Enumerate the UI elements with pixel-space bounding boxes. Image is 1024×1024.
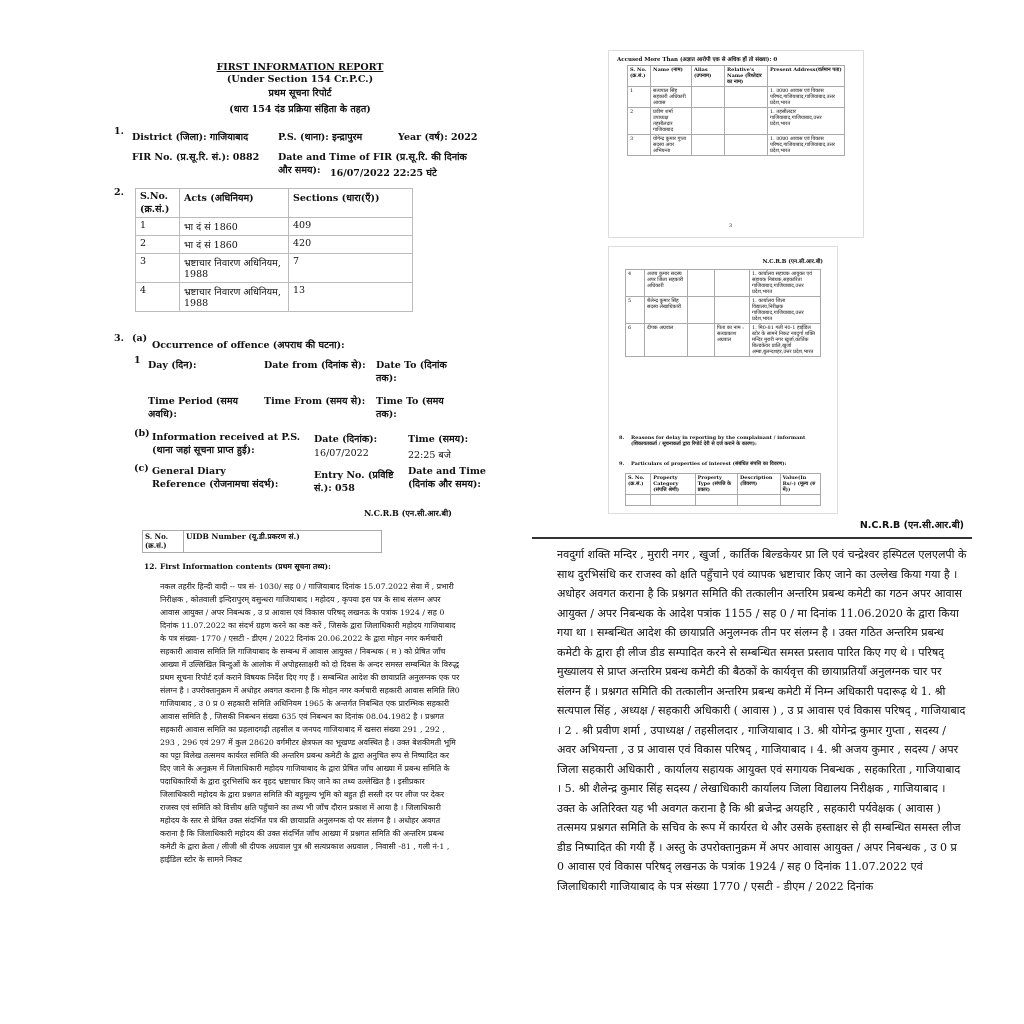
col-description: Description (विवरण): [737, 474, 780, 495]
cell-name: योगेन्द्र कुमार गुप्ता सदस्य अवर अभियन्ता: [651, 135, 692, 156]
info-time-value: 22:25 बजे: [408, 450, 451, 461]
year-field: Year (वर्ष): 2022: [398, 132, 478, 143]
uidb-table: [142, 530, 382, 553]
cell-act: भ्रष्टाचार निवारण अधिनियम, 1988: [180, 283, 289, 312]
table-row: [628, 108, 845, 135]
fir-contents-page: [130, 528, 465, 978]
cell-address: 1. उ0प्र0 आवास एवं विकास परिषद,गाजियाबाद,गाजियाबाद,उत्तर प्रदेश,भारत: [768, 87, 845, 108]
uidb-sno: S. No. (क्र.सं.): [143, 531, 184, 553]
table-row: [136, 254, 413, 283]
cell-empty: [626, 495, 651, 506]
gd-reference-label: General Diary Reference (रोजनामचा संदर्भ):: [152, 466, 279, 490]
cell-act: भा दं सं 1860: [180, 236, 289, 254]
cell-alias: [692, 87, 725, 108]
table-row: [136, 218, 413, 236]
info-date-value: 16/07/2022: [314, 448, 369, 459]
col-address: Present Address(वर्तमान पता): [768, 66, 845, 87]
item-number: 12.: [144, 562, 158, 571]
cell-name: शैलेन्द्र कुमार सिंह सदस्य लेखाधिकारी: [645, 297, 688, 324]
cell-relative: [725, 135, 768, 156]
cell-sno: 2: [628, 108, 651, 135]
fir-subtitle-hindi: (धारा 154 दंड प्रक्रिया संहिता के तहत): [229, 104, 371, 115]
cell-address: 1. मि0-81 गली नं0-1 हाईडिल स्टोर के सामने निकट नवदुर्गा शक्ति मन्दिर मुरारी नगर खुर्जा,कार्तिक बिल्डकेयर प्रालि,खुर्जा अम्बा,बुलन्दशहर,उत्तर प्रदेश,भारत: [750, 324, 821, 357]
col-type: Property Type (संपत्ति के प्रकार): [695, 474, 737, 495]
cell-name: अजय कुमार सदस्य अपर जिला सहकारी अधिकारी: [645, 270, 688, 297]
col-sno: S. No. (क्र.सं.): [626, 474, 651, 495]
cell-alias: [688, 270, 715, 297]
fir-number-field: FIR No. (प्र.सू.रि. सं.): 0882: [132, 152, 260, 163]
properties-header-row: [626, 474, 821, 495]
item-number: 3.: [114, 333, 124, 344]
fir-datetime-label: Date and Time of FIR (प्र.सू.रि. की दिनांक और समय):: [278, 152, 467, 176]
item-letter: (b): [134, 428, 150, 439]
info-date-label: Date (दिनांक):: [314, 434, 378, 445]
date-to-label: Date To (दिनांक तक):: [376, 360, 447, 384]
acts-table: [135, 188, 413, 312]
cell-address: 1. कार्यालय सहायक आयुक्त एवं सहायक निबंधक,सहकारिता गाजियाबाद,गाजियाबाद,उत्तर प्रदेश,भारत: [750, 270, 821, 297]
cell-sno: 4: [626, 270, 645, 297]
fir-datetime-value: 16/07/2022 22:25 घंटे: [330, 168, 437, 179]
item-number: 9.: [619, 461, 625, 467]
ncrb-footer: N.C.R.B (एन.सी.आर.बी): [364, 508, 452, 518]
cell-alias: [688, 297, 715, 324]
uidb-label: UIDB Number (यू.डी.प्रकरण सं.): [184, 531, 382, 553]
table-row: [626, 495, 821, 506]
cell-sno: 6: [626, 324, 645, 357]
col-name: Name (नाम): [651, 66, 692, 87]
cell-act: भा दं सं 1860: [180, 218, 289, 236]
cell-relative: [725, 87, 768, 108]
accused-table: [627, 65, 845, 156]
district-field: District (जिला): गाजियाबाद: [132, 132, 249, 143]
ncrb-header: N.C.R.B (एन.सी.आर.बी): [762, 259, 823, 265]
cell-section: 7: [289, 254, 413, 283]
fir-title-hindi: प्रथम सूचना रिपोर्ट: [268, 88, 332, 99]
cell-address: 1. तहसीलदार गाजियाबाद,गाजियाबाद,उत्तर प्रदेश,भारत: [768, 108, 845, 135]
item-letter: (c): [134, 463, 149, 474]
cell-act: भ्रष्टाचार निवारण अधिनियम, 1988: [180, 254, 289, 283]
cell-sno: 1: [628, 87, 651, 108]
cell-empty: [695, 495, 737, 506]
cell-relative: [715, 270, 750, 297]
accused-header-row: [628, 66, 845, 87]
cell-section: 409: [289, 218, 413, 236]
col-acts: Acts (अधिनियम): [180, 189, 289, 218]
continuation-text: नवदुर्गा शक्ति मन्दिर , मुरारी नगर , खुर्जा , कार्तिक बिल्डकेयर प्रा लि एवं चन्द्रेश्वर हस्पिटल एलएलपी के साथ दुरभिसंधि कर राजस्व को क्षति पहुँचाने एवं व्यापक भ्रष्टाचार किए जाने का उल्लेख किया गया है । अधोहर अवगत कराना है कि प्रश्नगत समिति की तत्कालीन अन्तरिम प्रबन्ध कमेटी का गठन अपर आवास आयुक्त / अपर निबन्धक के आदेश पत्रांक 1155 / सह 0 / मा दिनांक 11.06.2020 के द्वारा किया गया था । सम्बन्धित आदेश की छायाप्रति अनुलग्नक तीन पर संलग्न है । उक्त गठित अन्तरिम प्रबन्ध कमेटी के द्वारा ही लीज डीड सम्पादित करने से सम्बन्धित समस्त प्रस्ताव पारित किए गए थे । परिषद् मुख्यालय से प्राप्त अन्तरिम प्रबन्ध कमेटी की बैठकों के कार्यवृत्त की छायाप्रतियाँ अनुलग्नक चार पर संलग्न हैं । प्रश्नगत समिति की तत्कालीन अन्तरिम प्रबन्ध कमेटी में निम्न अधिकारी पदारूढ़ थे 1. श्री सत्यपाल सिंह , अध्यक्ष / सहकारी अधिकारी ( आवास ) , उ प्र आवास एवं विकास परिषद् , गाजियाबाद । 2 . श्री प्रवीण शर्मा , उपाध्यक्ष / तहसीलदार , गाजियाबाद । 3. श्री योगेन्द्र कुमार गुप्ता , सदस्य / अवर अभियन्ता , उ प्र आवास एवं विकास परिषद् , गाजियाबाद । 4. श्री अजय कुमार , सदस्य / अपर जिला सहकारी अधिकारी , कार्यालय सहायक आयुक्त एवं सगायक निबन्धक , सहकारिता , गाजियाबाद । 5. श्री शैलेन्द्र कुमार सिंह सदस्य / लेखाधिकारी कार्यालय जिला विद्यालय निरीक्षक , गाजियाबाद । उक्त के अतिरिक्त यह भी अवगत कराना है कि श्री ब्रजेन्द्र अयहरि , सहकारी पर्यवेक्षक ( आवास ) तत्समय प्रश्नगत समिति के सचिव के रूप में कार्यरत थे और उसके हस्ताक्षर से ही सम्बन्धित समस्त लीज डीड निष्पादित की गयी हैं । अस्तु के उपरोक्तानुक्रम में अपर आवास आयुक्त / अपर निबन्धक , उ 0 प्र 0 आवास एवं विकास परिषद् लखनऊ के पत्रांक 1924 / सह 0 दिनांक 11.07.2022 एवं जिलाधिकारी गाजियाबाद के पत्र संख्या 1770 / एसटी - डीएम / 2022 दिनांक: [557, 548, 967, 893]
date-and-time-label: Date and Time (दिनांक और समय):: [408, 466, 486, 490]
table-row: [628, 135, 845, 156]
police-station-field: P.S. (थाना): इन्द्रापुरम: [278, 132, 363, 143]
cell-empty: [651, 495, 695, 506]
fir-page-1: [100, 50, 500, 520]
cell-relative: [715, 297, 750, 324]
cell-name: सत्यपाल सिंह सहकारी अधिकारी आवास: [651, 87, 692, 108]
time-from-label: Time From (समय से):: [264, 396, 366, 407]
cell-empty: [780, 495, 820, 506]
cell-section: 420: [289, 236, 413, 254]
accused-page-continued: [608, 246, 838, 514]
item-number: 2.: [114, 187, 124, 198]
cell-sno: 2: [136, 236, 180, 254]
cell-relative: [725, 108, 768, 135]
cell-name: प्रवीण शर्मा उपाध्यक्ष तहसीलदार गाजियाबाद: [651, 108, 692, 135]
table-row: [136, 236, 413, 254]
col-sections: Sections (धारा(एँ)): [289, 189, 413, 218]
cell-address: 1. उ0प्र0 आवास एवं विकास परिषद,गाजियाबाद,गाजियाबाद,उत्तर प्रदेश,भारत: [768, 135, 845, 156]
acts-header-row: [136, 189, 413, 218]
info-time-label: Time (समय):: [408, 434, 469, 445]
cell-address: 1. कार्यालय जिला विद्यालय,निरीक्षक गाजियाबाद,गाजियाबाद,उत्तर प्रदेश,भारत: [750, 297, 821, 324]
entry-number-field: Entry No. (प्रविष्टि सं.): 058: [314, 470, 394, 494]
fir-title: FIRST INFORMATION REPORT: [216, 62, 384, 73]
fir-subtitle: (Under Section 154 Cr.P.C.): [226, 74, 374, 85]
page-number: 3: [729, 223, 733, 229]
date-from-label: Date from (दिनांक से):: [264, 360, 366, 371]
time-to-label: Time To (समय तक):: [376, 396, 444, 420]
cell-sno: 1: [136, 218, 180, 236]
cell-alias: [692, 135, 725, 156]
occurrence-heading: Occurrence of offence (अपराध की घटना):: [152, 340, 345, 351]
accused-table-continued: [625, 269, 821, 357]
cell-sno: 5: [626, 297, 645, 324]
cell-alias: [692, 108, 725, 135]
cell-sno: 3: [628, 135, 651, 156]
col-category: Property Category (संपत्ति श्रेणी): [651, 474, 695, 495]
col-sno: S.No. (क्र.सं.): [136, 189, 180, 218]
cell-name: दीपक अग्रवाल: [645, 324, 688, 357]
cell-relative: पिता का नाम : सत्यप्रकाश अग्रवाल: [715, 324, 750, 357]
header-divider: [532, 537, 972, 539]
cell-sno: 4: [136, 283, 180, 312]
time-period-label: Time Period (समय अवधि):: [148, 396, 239, 420]
first-information-text: नकल तहरीर हिन्दी वादी -- पत्र सं- 1030/ सह 0 / गाजियाबाद दिनांक 15.07.2022 सेवा में , प्रभारी निरीक्षक , कोतवाली इन्दिरापुरम् वसुन्धरा गाजियाबाद । महोदय , कृपया इस पत्र के साथ संलग्न अपर आवास आयुक्त / अपर निबन्धक , उ प्र आवास एवं विकास परिषद् लखनऊ के पत्रांक 1924 / सह 0 दिनांक 11.07.2022 का संदर्भ ग्रहण करने का कष्ट करें , जिसके द्वारा जिलाधिकारी महोदय गाजियाबाद के पत्र संख्या- 1770 / एसटी - डीएम / 2022 दिनांक 20.06.2022 के द्वारा मोहन नगर कर्मचारी सहकारी आवास समिति लि गाजियाबाद के सम्बन्ध में आवास आयुक्त / निबन्धक ( म ) को प्रेषित जाँच आख्या में उल्लिखित बिन्दुओं के आलोक में अपोहस्ताक्षरी को दो दिवस के अन्दर समस्त सम्बन्धित के विरुद्ध प्रथम सूचना रिपोर्ट दर्ज कराने विषयक निर्देश दिए गए हैं । सम्बन्धित आदेश की छायाप्रति अनुलग्नक एक पर संलग्न है । उपरोक्तानुक्रम में अधोहर अवगत कराना है कि मोहन नगर कर्मचारी सहकारी आवास समिति लि0 गाजियाबाद , उ 0 प्र 0 सहकारी समिति अधिनियम 1965 के अन्तर्गत निबन्धित एक प्रारम्भिक सहकारी आवास समिति है , जिसकी निबन्धन संख्या 635 एवं निबन्धन का दिनांक 08.04.1982 है । प्रश्नगत सहकारी आवास समिति का प्रहलादगढ़ी तहसील व जनपद गाजियाबाद में खसरा संख्या 291 , 292 , 293 , 296 एवं 297 में कुल 28620 वर्गमीटर क्षेत्रफल का भूखण्ड अवस्थित है । उक्त बेशकीमती भूमि का पट्टा विलेख तत्समय कार्यरत समिति की अन्तरिम प्रबन्ध कमेटी के द्वारा अनुचित रूप से निष्पादित कर दिए जाने के अनुक्रम में जिलाधिकारी महोदय गाजियाबाद के द्वारा प्रेषित जाँच आख्या में प्रबन्ध समिति के पदाधिकारियों के द्वारा दुरभिसंधि कर वृहद भ्रष्टाचार किए जाने का तथ्य उल्लेखित है । इसीप्रकार जिलाधिकारी महोदय के द्वारा प्रश्नगत समिति की बहुमूल्य भूमि को बहुत ही सस्ती दर पर लीज पर देकर राजस्व एवं समिति को वित्तीय क्षति पहुँचाने का तथ्य भी जाँच दौरान प्रकाश में आया है । जिलाधिकारी महोदय के स्तर से प्रेषित उक्त संदर्भित पत्र की छायाप्रति अनुलग्नक दो पर संलग्न है । अधोहर अवगत कराना है कि जिलाधिकारी महोदय की उक्त संदर्भित जाँच आख्या में प्रश्नगत समिति की अन्तरिम प्रबन्ध कमेटी के द्वारा क्रेता / लीजी श्री दीपक अग्रवाल पुत्र श्री सत्यप्रकाश अग्रवाल , निवासी -81 , गली नं-1 , हाईडिल स्टोर के सामने निकट: [160, 582, 460, 864]
col-sno: S. No. (क्र.सं.): [628, 66, 651, 87]
table-row: [628, 87, 845, 108]
item-number: 1.: [114, 126, 124, 137]
cell-sno: 3: [136, 254, 180, 283]
delay-reasons-label: Reasons for delay in reporting by the complainant / informant (शिकायतकर्ता / सूचनाकर्ता द्वारा रिपोर्ट देरी से दर्ज कराने के कारण):: [631, 435, 806, 447]
properties-table: [625, 473, 821, 506]
first-information-label: First Information contents (प्रथम सूचना तथ्य):: [160, 562, 331, 571]
info-received-label: Information received at P.S. (थाना जहां सूचना प्राप्त हुई):: [152, 432, 301, 456]
accused-heading: Accused More Than (अज्ञात आरोपी एक से अधिक हों तो संख्या): 0: [617, 57, 778, 63]
cell-empty: [737, 495, 780, 506]
fir-continuation-page: [532, 515, 972, 975]
properties-label: Particulars of properties of interest (संबंधित संपत्ति का विवरण):: [631, 461, 787, 467]
item-letter: (a): [132, 333, 148, 344]
day-label: Day (दिन):: [148, 360, 197, 371]
col-value: Value(In Rs/-) (मूल्य (रु में)): [780, 474, 820, 495]
col-relative: Relative's Name (रिश्तेदार का नाम): [725, 66, 768, 87]
cell-alias: [688, 324, 715, 357]
sub-number: 1: [134, 355, 141, 366]
table-row: [626, 297, 821, 324]
accused-page: [608, 50, 864, 238]
table-row: [626, 270, 821, 297]
cell-section: 13: [289, 283, 413, 312]
uidb-row: [143, 531, 382, 553]
ncrb-header: N.C.R.B (एन.सी.आर.बी): [859, 520, 964, 531]
item-number: 8.: [619, 435, 625, 441]
table-row: [136, 283, 413, 312]
table-row: [626, 324, 821, 357]
col-alias: Alias (उपनाम): [692, 66, 725, 87]
